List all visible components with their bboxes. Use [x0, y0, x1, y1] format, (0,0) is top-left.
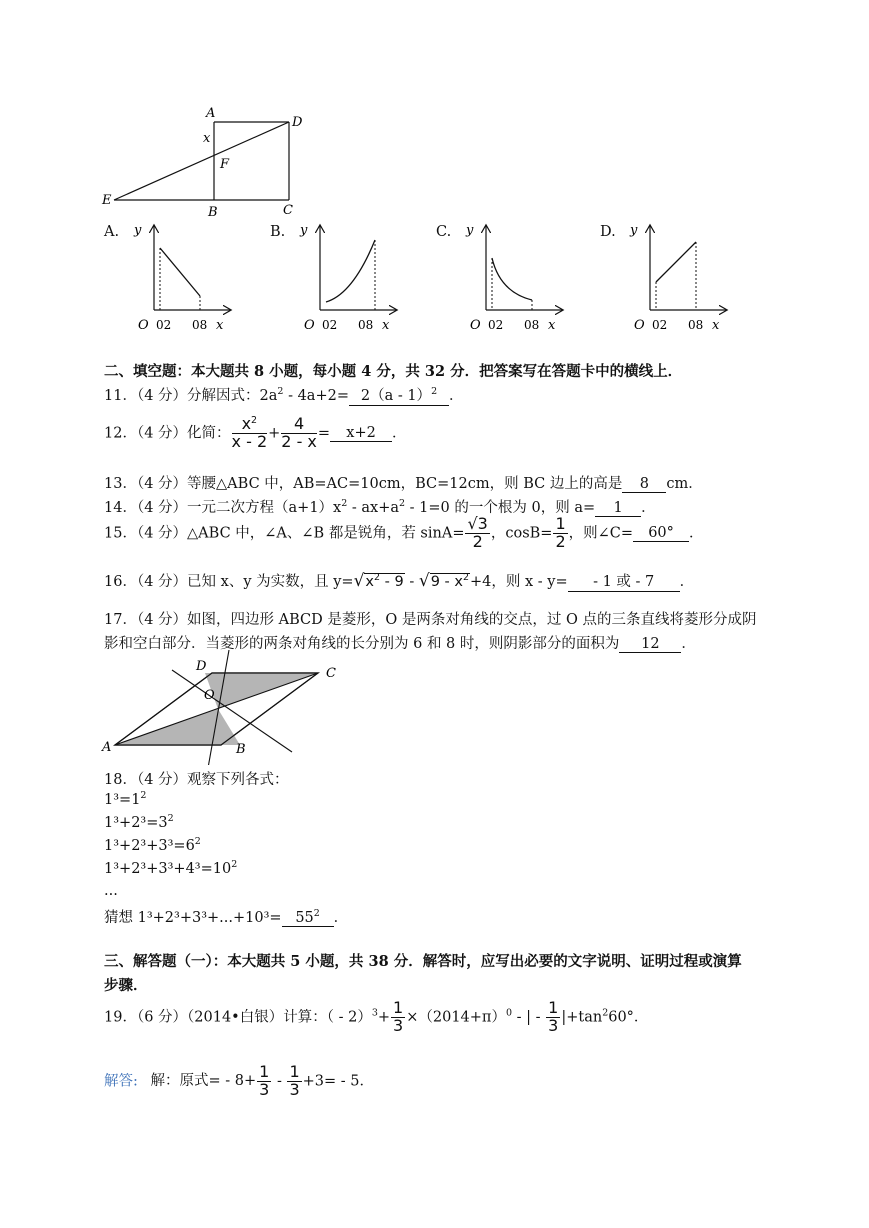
answer-blank: x+2	[330, 425, 392, 442]
q18-line: $1^3=1^2$	[104, 790, 147, 808]
fraction: $\frac{x^2}{x - 2}$	[231, 414, 268, 451]
label-C: C	[283, 203, 293, 218]
option-letter: D.	[600, 224, 616, 240]
fraction: $\frac{√3}{2}$	[467, 514, 488, 551]
svg-text:02: 02	[488, 318, 504, 332]
question-16: 16．（4 分）已知 x、y 为实数，且 $y=√x^2 - 9 - √9 - x^2+4$，则 x - y= - 1 或 - 7 ．	[104, 571, 695, 591]
svg-text:y: y	[134, 223, 142, 238]
svg-text:08: 08	[192, 318, 208, 332]
fraction: $\frac{1}{3}$	[393, 998, 404, 1035]
svg-text:02: 02	[156, 318, 172, 332]
svg-text:08: 08	[688, 318, 704, 332]
question-18-intro: 18．（4 分）观察下列各式：	[104, 772, 289, 788]
svg-text:O: O	[634, 318, 645, 333]
svg-text:x: x	[382, 318, 390, 333]
svg-text:x: x	[548, 318, 556, 333]
option-graph	[628, 220, 738, 338]
label-E: E	[102, 193, 112, 208]
svg-text:B: B	[236, 742, 246, 757]
q18-line: $1^3+2^3+3^3+4^3=10^2$	[104, 859, 238, 877]
answer-blank: 60°	[633, 525, 689, 542]
svg-text:D: D	[196, 659, 207, 674]
svg-text:y: y	[300, 223, 308, 238]
svg-text:A: A	[102, 740, 112, 755]
question-17-line1: 17．（4 分）如图，四边形 ABCD 是菱形，O 是两条对角线的交点，过 O 点的三条直线将菱形分成阴	[104, 612, 757, 628]
option-letter: B.	[270, 224, 286, 240]
q18-guess: 猜想 $1^3+2^3+3^3+...+10^3= 55^2$ ．	[104, 908, 349, 926]
radical: $9 - x^2$	[430, 572, 470, 590]
svg-text:08: 08	[358, 318, 374, 332]
fraction: $\frac{4}{2 - x}$	[281, 414, 317, 451]
svg-text:02: 02	[652, 318, 668, 332]
section3-heading-line2: 步骤．	[104, 977, 148, 994]
svg-text:y: y	[630, 223, 638, 238]
option-a	[104, 220, 254, 340]
svg-text:O: O	[470, 318, 481, 333]
answer-blank: $55^2$	[282, 910, 334, 927]
answer-19: 解答: 解：原式= - 8+ $\frac{1}{3}$ - $\frac{1}{3}$ +3= - 5．	[104, 1062, 375, 1099]
option-letter: C.	[436, 224, 452, 240]
answer-label: 解答:	[104, 1073, 138, 1090]
fraction: $\frac{1}{2}$	[555, 514, 566, 551]
option-letter: A.	[104, 224, 120, 240]
q18-dots: ...	[104, 883, 118, 899]
svg-text:y: y	[466, 223, 474, 238]
section2-heading: 二、填空题：本大题共 8 小题，每小题 4 分，共 32 分．把答案写在答题卡中的横线上．	[104, 363, 683, 380]
option-graph	[298, 220, 408, 338]
answer-blank: - 1 或 - 7	[568, 570, 680, 592]
answer-blank: 8	[622, 476, 666, 493]
option-c	[436, 220, 586, 340]
answer-blank: 2（a - 1）$^2$	[349, 384, 449, 406]
label-A: A	[206, 106, 216, 121]
radical: $x^2 - 9$	[365, 572, 404, 590]
question-17-line2: 影和空白部分．当菱形的两条对角线的长分别为 6 和 8 时，则阴影部分的面积为 12 ．	[104, 636, 696, 652]
section3-heading-line1: 三、解答题（一）：本大题共 5 小题，共 38 分．解答时，应写出必要的文字说明、证明过程或演算	[104, 953, 742, 970]
label-D: D	[292, 115, 303, 130]
label-x: x	[203, 131, 211, 146]
answer-blank: 12	[619, 636, 681, 653]
question-12: 12．（4 分）化简： $\frac{x^2}{x - 2}$ + $\frac{4}{2 - x}$ = x+2 ．	[104, 414, 407, 451]
answer-blank: 1	[595, 500, 641, 517]
svg-text:x: x	[712, 318, 720, 333]
fraction: $\frac{1}{3}$	[548, 998, 559, 1035]
rhombus-figure	[100, 650, 350, 765]
svg-text:O: O	[304, 318, 315, 333]
option-graph	[464, 220, 574, 338]
label-F: F	[220, 157, 230, 172]
svg-text:02: 02	[322, 318, 338, 332]
label-B: B	[208, 205, 218, 220]
svg-text:O: O	[138, 318, 149, 333]
fraction: $\frac{1}{3}$	[259, 1062, 270, 1099]
svg-text:C: C	[326, 666, 336, 681]
question-15: 15．（4 分）△ABC 中，∠A、∠B 都是锐角，若 sinA= $\frac{√3}{2}$ ，cosB= $\frac{1}{2}$ ，则∠C= 60° ．	[104, 514, 704, 551]
question-11: 11．（4 分）分解因式：$2a^2 - 4a+2= 2(a - 1)^2$ ．	[104, 386, 464, 404]
question-14: 14．（4 分）一元二次方程$(a+1)x^2 - ax+a^2 - 1=0$ 的一个根为 0，则 a= 1 ．	[104, 498, 656, 516]
option-graph	[132, 220, 242, 338]
question-13: 13．（4 分）等腰△ABC 中，AB=AC=10cm，BC=12cm，则 BC 边上的高是 8 cm．	[104, 476, 703, 492]
option-d	[600, 220, 750, 340]
option-b	[270, 220, 420, 340]
svg-text:x: x	[216, 318, 224, 333]
q18-line: $1^3+2^3+3^3=6^2$	[104, 836, 201, 854]
fraction: $\frac{1}{3}$	[289, 1062, 300, 1099]
q18-line: $1^3+2^3=3^2$	[104, 813, 174, 831]
question-19: 19．（6 分）（2014•白银）计算：（ - 2）$^3$+ $\frac{1}{3}$ $\times(2014+\pi)^0$ - | - $\frac{1}{3}$ $|+\tan^260^\circ$．	[104, 998, 649, 1035]
rectangle-figure	[100, 104, 320, 224]
svg-text:O: O	[204, 688, 215, 703]
svg-text:08: 08	[524, 318, 540, 332]
